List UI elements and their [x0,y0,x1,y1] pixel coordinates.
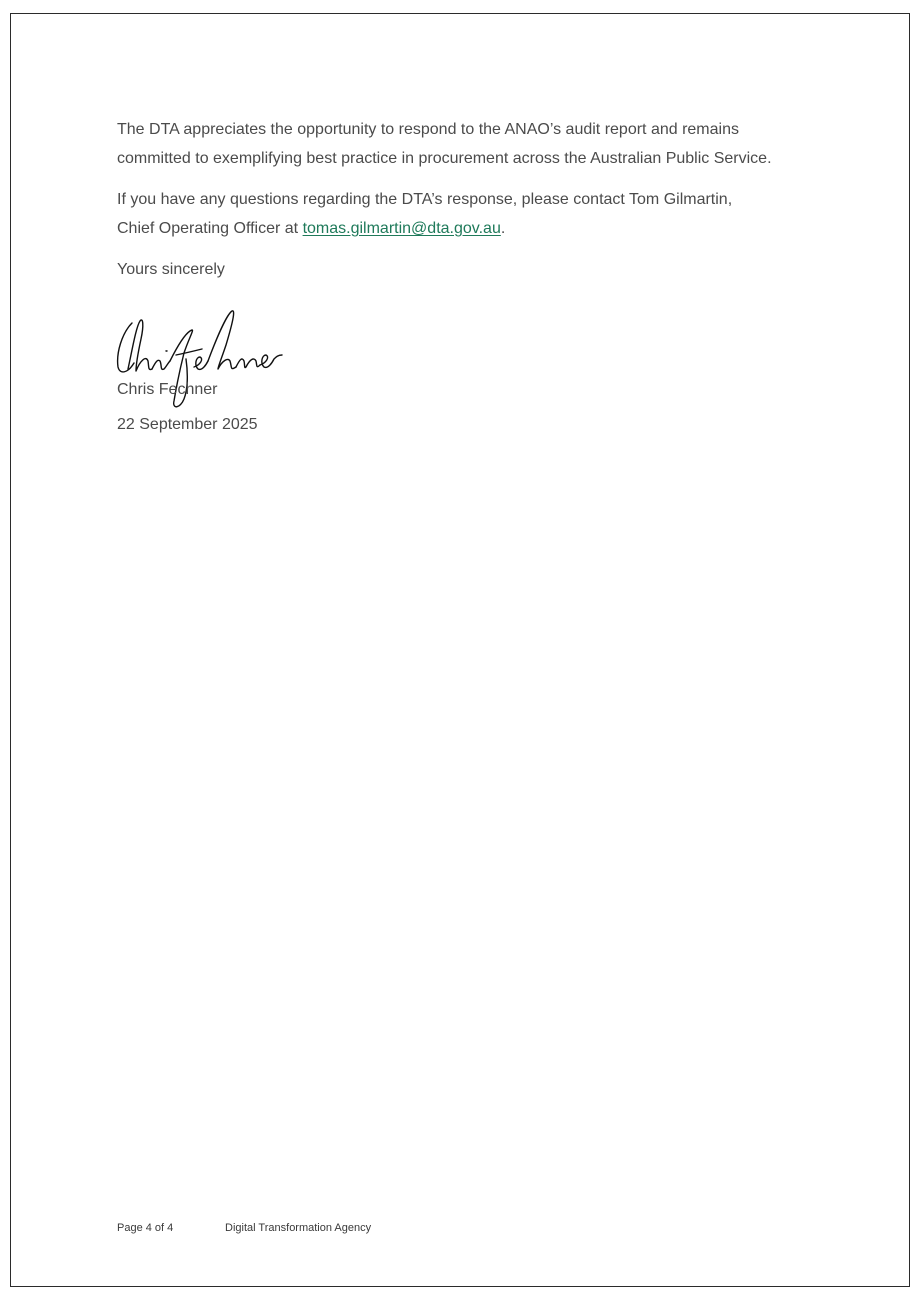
paragraph-line-with-email [117,214,732,243]
paragraph-contact [117,185,732,243]
paragraph-appreciation [117,115,772,173]
contact-prefix: Chief Operating Officer at [117,220,303,237]
signatory-name: Chris Fechner [117,381,218,398]
footer-organisation: Digital Transformation Agency [225,1222,372,1234]
paragraph-line: If you have any questions regarding the DTA’s response, please contact Tom Gilmartin, [117,191,733,208]
closing-salutation: Yours sincerely [117,261,225,278]
email-link[interactable]: tomas.gilmartin@dta.gov.au [302,220,501,237]
footer-page-number: Page 4 of 4 [117,1222,174,1234]
contact-suffix: . [500,220,506,237]
paragraph-line: committed to exemplifying best practice in procurement across the Australian Public Service. [117,150,772,167]
letter-date: 22 September 2025 [117,416,258,433]
paragraph-line: The DTA appreciates the opportunity to respond to the ANAO’s audit report and remains [117,121,739,138]
